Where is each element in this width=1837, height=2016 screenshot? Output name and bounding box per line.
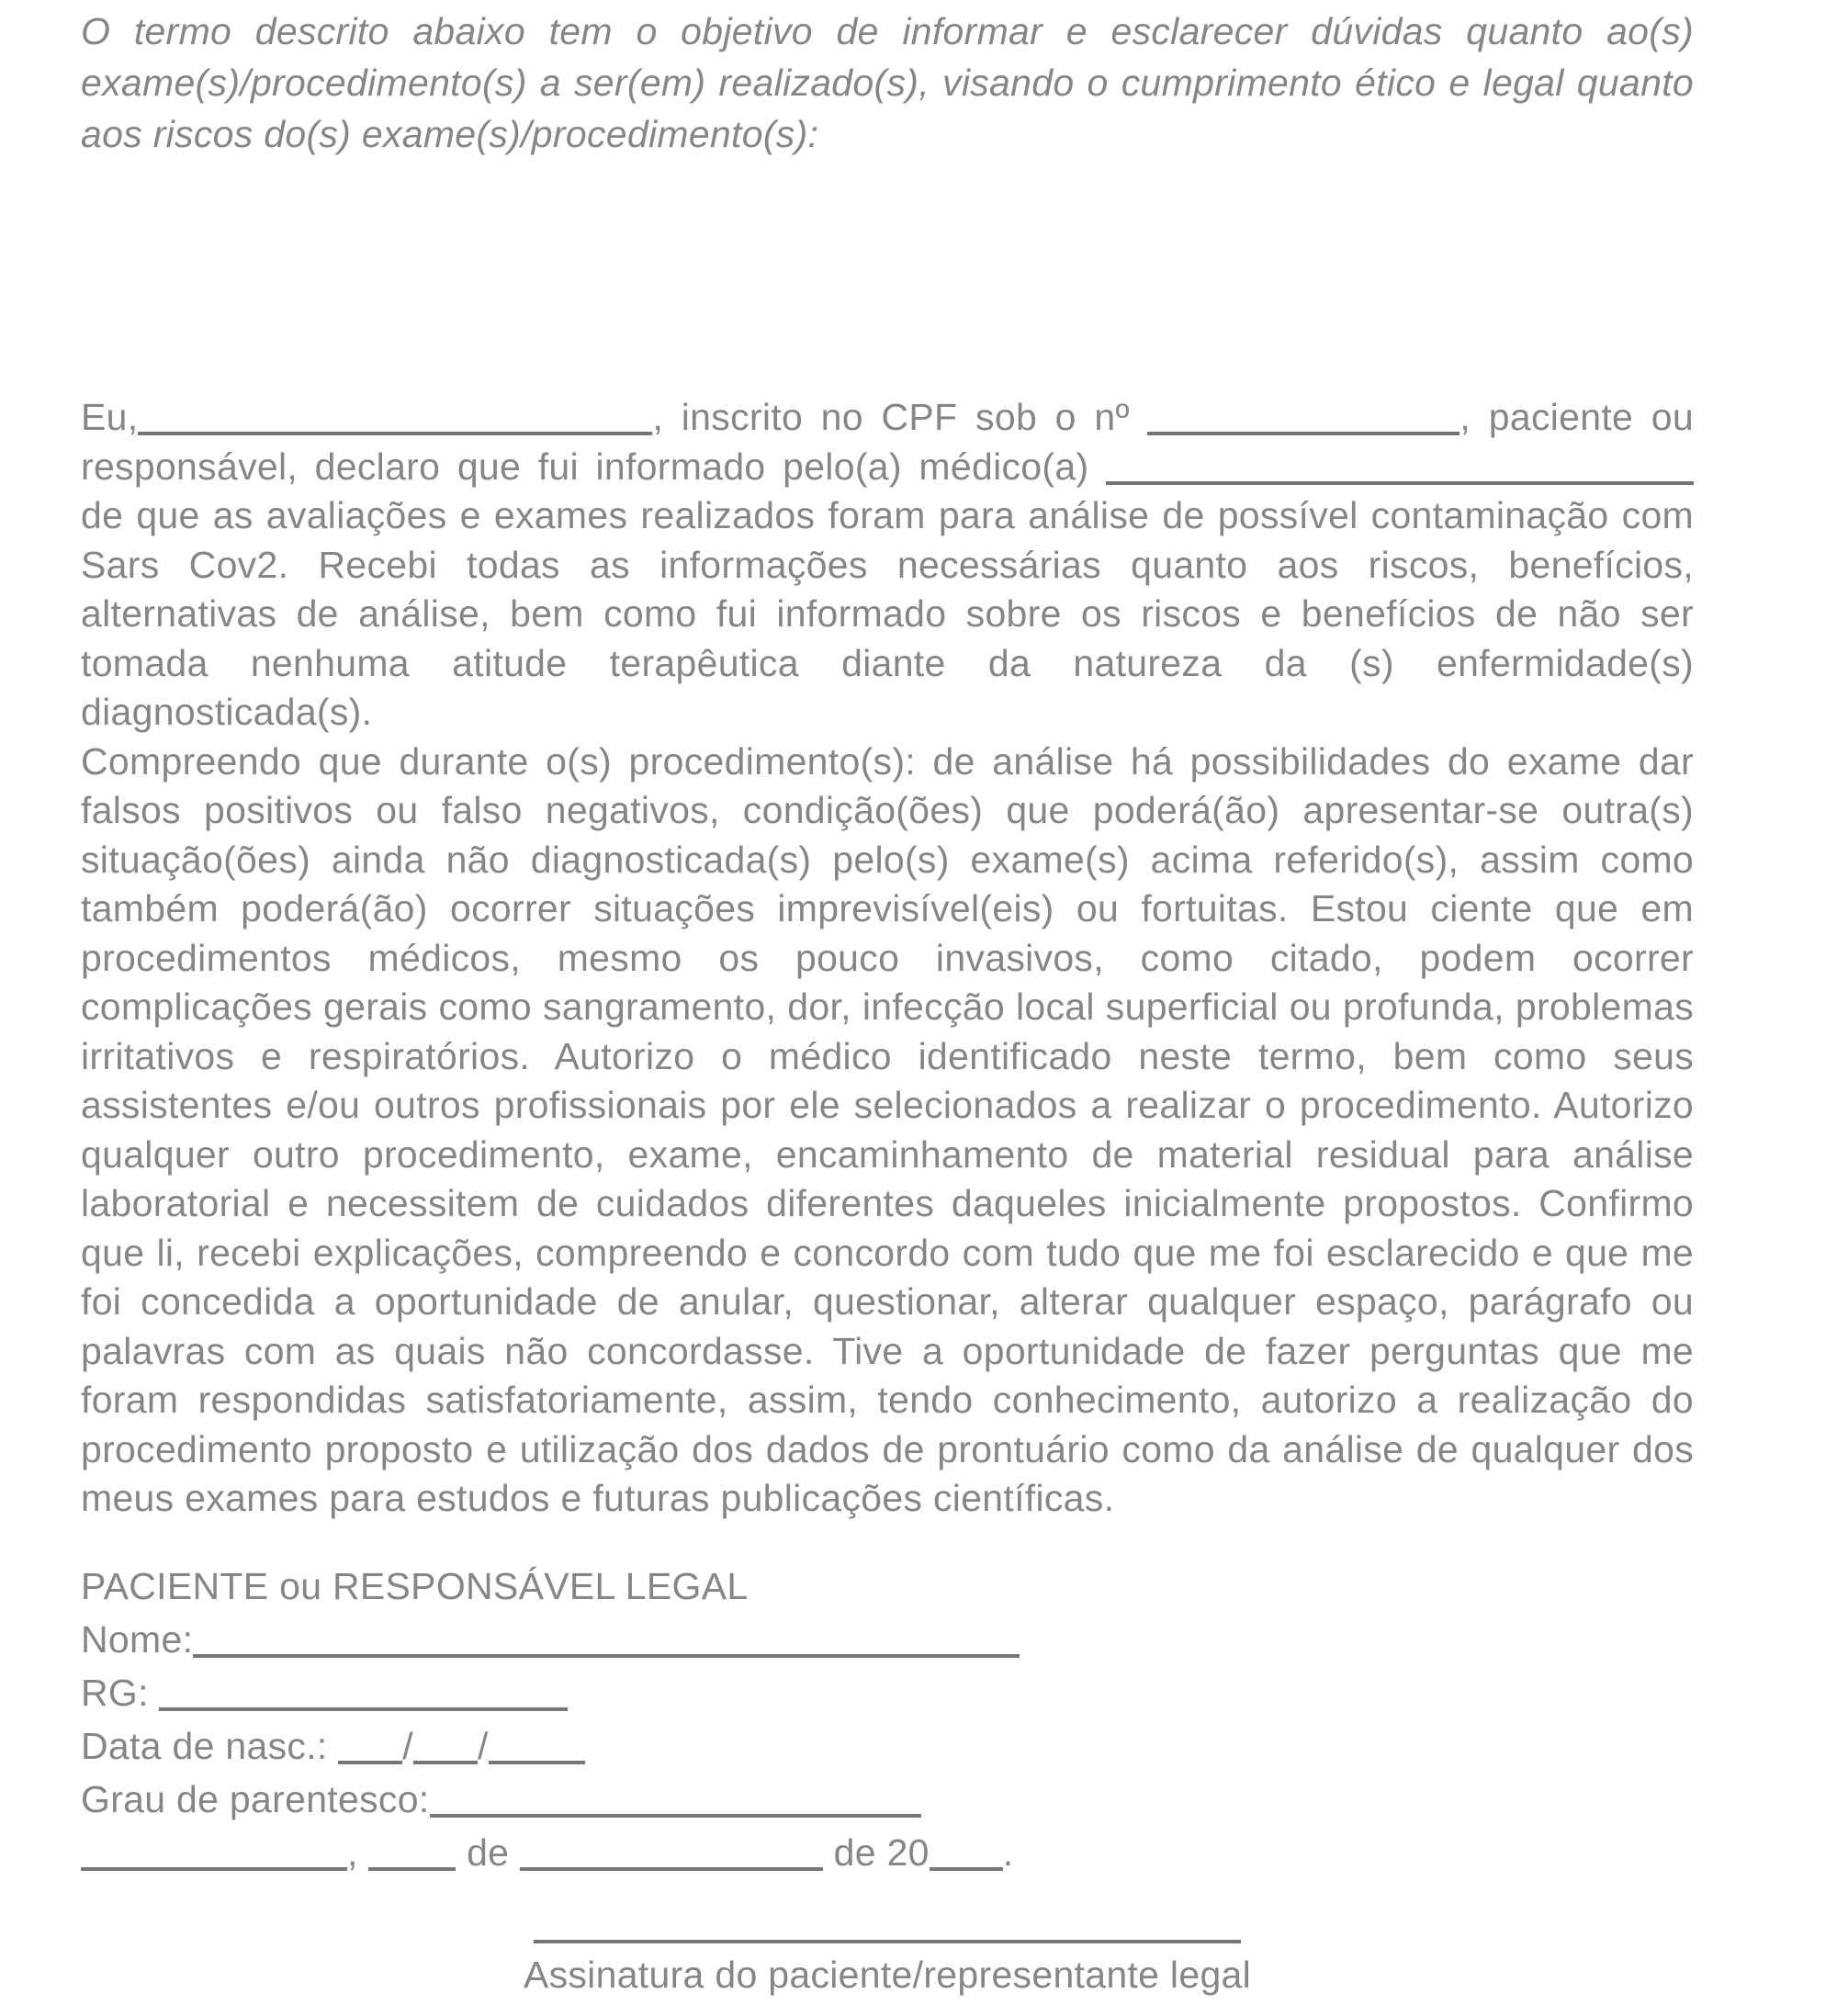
signature-line [534,1940,1241,1943]
kinship-blank [430,1776,921,1818]
name-blank [193,1616,1020,1658]
kinship-label: Grau de parentesco: [81,1778,430,1820]
rg-label: RG: [81,1672,160,1714]
consent-body [81,393,1694,1524]
birth-year-blank [489,1723,585,1764]
cpf-number-blank [1147,394,1459,435]
patient-form-section [81,1560,1694,1879]
month-blank [520,1830,823,1871]
city-blank [81,1830,347,1871]
consent-seg-cpf: , inscrito no CPF sob o nº [652,396,1148,438]
consent-seg-body: de que as avaliações e exames realizados foram para análise de possível contaminação com Sars Cov2. Recebi todas as informações necessárias quanto aos riscos, benefícios, alternativas de análise, bem como fui informado sobre os riscos e benefícios de não ser tomada nenhuma atitude terapêutica diante da natureza da (s) enfermidade(s) diagnosticada(s). [81,494,1694,733]
birth-day-blank [338,1723,402,1764]
patient-name-blank [138,394,652,435]
section-title-label: PACIENTE ou RESPONSÁVEL LEGAL [81,1565,749,1607]
kinship-field-row [81,1773,1694,1826]
name-label: Nome: [81,1618,194,1661]
rg-field-row [81,1666,1694,1719]
rg-blank [159,1670,568,1711]
doctor-name-blank [1106,444,1694,485]
signature-caption: Assinatura do paciente/representante legal [523,1954,1252,1996]
period: . [1002,1831,1014,1874]
section-title [81,1560,1694,1613]
consent-paragraph-2: Compreendo que durante o(s) procedimento(s): de análise há possibilidades do exame dar falsos positivos ou falso negativos, condição(ões) que poderá(ão) apresentar-se outra(s) situação(ões) ainda não diagnosticada(s) pelo(s) exame(s) acima referido(s), assim como também poderá(ão) ocorrer situações imprevisível(eis) ou fortuitas. Estou ciente que em procedimentos médicos, mesmo os pouco invasivos, como citado, podem ocorrer complicações gerais como sangramento, dor, infecção local superficial ou profunda, problemas irritativos e respiratórios. Autorizo o médico identificado neste termo, bem como seus assistentes e/ou outros profissionais por ele selecionados a realizar o procedimento. Autorizo qualquer outro procedimento, exame, encaminhamento de material residual para análise laboratorial e necessitem de cuidados diferentes daqueles inicialmente propostos. Confirmo que li, recebi explicações, compreendo e concordo com tudo que me foi esclarecido e que me foi concedida a oportunidade de anular, questionar, alterar qualquer espaço, parágrafo ou palavras com as quais não concordasse. Tive a oportunidade de fazer perguntas que me foram respondidas satisfatoriamente, assim, tendo conhecimento, autorizo a realização do procedimento proposto e utilização dos dados de prontuário como da análise de qualquer dos meus exames para estudos e futuras publicações científicas. [81,739,1694,1519]
day-blank [368,1830,456,1871]
intro-paragraph: O termo descrito abaixo tem o objetivo de informar e esclarecer dúvidas quanto ao(s) exame(s)/procedimento(s) a ser(em) realizado(s), visando o cumprimento ético e legal quanto aos riscos do(s) exame(s)/procedimento(s): [81,10,1694,155]
birthdate-field-row [81,1719,1694,1773]
comma-separator: , [347,1831,369,1874]
name-field-row [81,1613,1694,1666]
consent-seg-eu: Eu, [81,396,139,438]
date-slash: / [402,1725,413,1767]
birthdate-label: Data de nasc.: [81,1725,339,1767]
place-date-row [81,1826,1694,1879]
de-text: de [456,1831,520,1874]
consent-paragraph-1 [81,393,1694,738]
de20-text: de 20 [822,1831,930,1874]
signature-section [81,1918,1694,1999]
date-slash: / [477,1725,489,1767]
year-blank [930,1830,1003,1871]
consent-seg-responsavel: , paciente ou responsável, declaro que fui informado pelo(a) médico(a) [81,396,1694,488]
birth-month-blank [413,1723,478,1764]
